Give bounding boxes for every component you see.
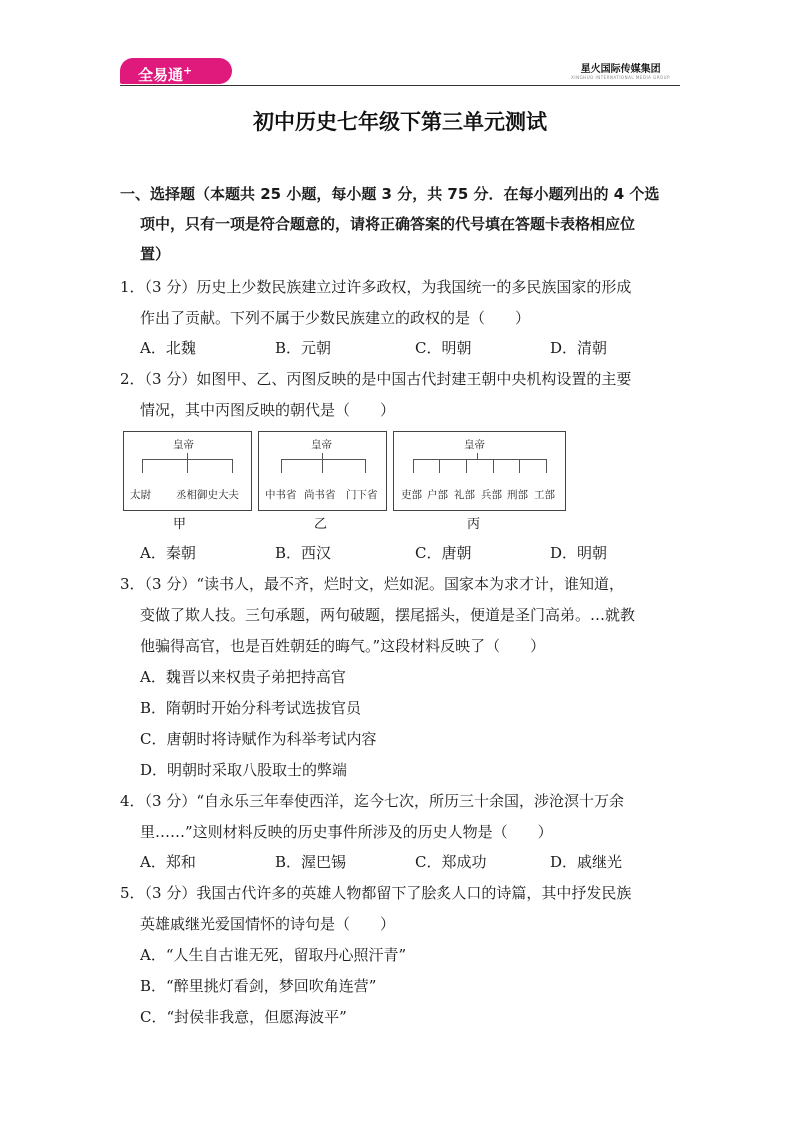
diagram-bing-leg <box>413 459 414 473</box>
diagram-jia-caption: 甲 <box>173 517 187 532</box>
diagram-jia-leg <box>232 459 233 473</box>
question-3-line-1: 3．（3 分）“读书人，最不齐，烂时文，烂如泥。国家本为求才计，谁知道， <box>120 575 625 593</box>
question-3-option-b[interactable]: B．隋朝时开始分科考试选拔官员 <box>140 699 362 717</box>
diagram-jia-item: 丞相御史大夫 <box>176 489 239 501</box>
diagram-bing-item: 刑部 <box>507 489 528 501</box>
page-header <box>120 56 680 86</box>
diagram-jia-leg <box>187 459 188 473</box>
publisher-subtitle: XINGHUO INTERNATIONAL MEDIA GROUP <box>571 75 670 80</box>
question-2-option-c[interactable]: C．唐朝 <box>415 544 472 562</box>
section-heading-line-1: 一、选择题（本题共 25 小题，每小题 3 分，共 75 分．在每小题列出的 4 个选 <box>120 185 660 203</box>
diagram-jia-item: 太尉 <box>130 489 151 501</box>
diagram-jia-leg <box>142 459 143 473</box>
question-4-line-1: 4．（3 分）“自永乐三年奉使西洋，迄今七次，所历三十余国，涉沧溟十万余 <box>120 792 625 810</box>
diagram-yi-leg <box>365 459 366 473</box>
page-title: 初中历史七年级下第三单元测试 <box>253 110 547 134</box>
diagram-bing-leg <box>439 459 440 473</box>
section-heading-line-3: 置） <box>140 245 171 263</box>
diagram-yi-item: 尚书省 <box>304 489 336 501</box>
question-3-line-2: 变做了欺人技。三句承题，两句破题，摆尾摇头，便道是圣门高弟。…就教 <box>140 606 636 624</box>
diagram-yi-leg <box>322 459 323 473</box>
question-2-option-d[interactable]: D．明朝 <box>550 544 608 562</box>
question-4-option-c[interactable]: C．郑成功 <box>415 853 487 871</box>
diagram-bing-item: 户部 <box>427 489 448 501</box>
question-4-option-a[interactable]: A．郑和 <box>140 853 196 871</box>
diagram-bing-item: 工部 <box>534 489 555 501</box>
diagram-bing-caption: 丙 <box>467 517 481 532</box>
question-5-option-b[interactable]: B．“醉里挑灯看剑，梦回吹角连营” <box>140 977 377 995</box>
diagram-bing-leg <box>546 459 547 473</box>
publisher-brand <box>571 60 670 81</box>
diagram-jia <box>123 431 252 511</box>
diagram-bing-leg <box>519 459 520 473</box>
question-1-option-d[interactable]: D．清朝 <box>550 339 608 357</box>
question-3-option-a[interactable]: A．魏晋以来权贵子弟把持高官 <box>140 668 346 686</box>
diagram-yi <box>258 431 387 511</box>
question-2-option-b[interactable]: B．西汉 <box>275 544 332 562</box>
question-1-option-a[interactable]: A．北魏 <box>140 339 196 357</box>
question-4-option-d[interactable]: D．戚继光 <box>550 853 623 871</box>
question-2-option-a[interactable]: A．秦朝 <box>140 544 196 562</box>
question-1-option-b[interactable]: B．元朝 <box>275 339 332 357</box>
logo-text: 全易通 <box>138 66 184 84</box>
question-5-line-2: 英雄戚继光爱国情怀的诗句是（ ） <box>140 915 396 933</box>
question-5-option-a[interactable]: A．“人生自古谁无死，留取丹心照汗青” <box>140 946 407 964</box>
diagram-bing-item: 兵部 <box>481 489 502 501</box>
question-3-option-d[interactable]: D．明朝时采取八股取士的弊端 <box>140 761 348 779</box>
diagram-yi-item: 门下省 <box>346 489 378 501</box>
question-2-line-2: 情况，其中丙图反映的朝代是（ ） <box>140 401 396 419</box>
diagram-jia-top: 皇帝 <box>173 439 194 451</box>
question-3-option-c[interactable]: C．唐朝时将诗赋作为科举考试内容 <box>140 730 377 748</box>
diagram-yi-caption: 乙 <box>314 517 328 532</box>
header-divider <box>120 85 680 86</box>
diagram-bing-item: 礼部 <box>454 489 475 501</box>
diagram-bing-leg <box>493 459 494 473</box>
question-1-line-2: 作出了贡献。下列不属于少数民族建立的政权的是（ ） <box>140 309 531 327</box>
diagram-bing <box>393 431 566 511</box>
question-4-line-2: 里……”这则材料反映的历史事件所涉及的历史人物是（ ） <box>140 823 553 841</box>
question-3-line-3: 他骗得高官，也是百姓朝廷的晦气。”这段材料反映了（ ） <box>140 637 546 655</box>
question-2-line-1: 2．（3 分）如图甲、乙、丙图反映的是中国古代封建王朝中央机构设置的主要 <box>120 370 632 388</box>
diagram-bing-leg <box>466 459 467 473</box>
section-heading-line-2: 项中，只有一项是符合题意的，请将正确答案的代号填在答题卡表格相应位 <box>140 215 636 233</box>
brand-logo <box>120 58 232 84</box>
diagram-yi-branch <box>281 459 365 460</box>
diagram-bing-item: 吏部 <box>401 489 422 501</box>
diagram-bing-top: 皇帝 <box>464 439 485 451</box>
question-1-option-c[interactable]: C．明朝 <box>415 339 472 357</box>
question-5-option-c[interactable]: C．“封侯非我意，但愿海波平” <box>140 1008 347 1026</box>
question-1-line-1: 1．（3 分）历史上少数民族建立过许多政权，为我国统一的多民族国家的形成 <box>120 278 632 296</box>
diagram-bing-branch <box>413 459 546 460</box>
diagram-yi-item: 中书省 <box>265 489 297 501</box>
question-4-option-b[interactable]: B．渥巴锡 <box>275 853 347 871</box>
diagram-yi-leg <box>281 459 282 473</box>
diagram-yi-top: 皇帝 <box>311 439 332 451</box>
publisher-name: 星火国际传媒集团 <box>580 64 661 75</box>
question-5-line-1: 5．（3 分）我国古代许多的英雄人物都留下了脍炙人口的诗篇，其中抒发民族 <box>120 884 632 902</box>
logo-plus: + <box>183 64 193 77</box>
